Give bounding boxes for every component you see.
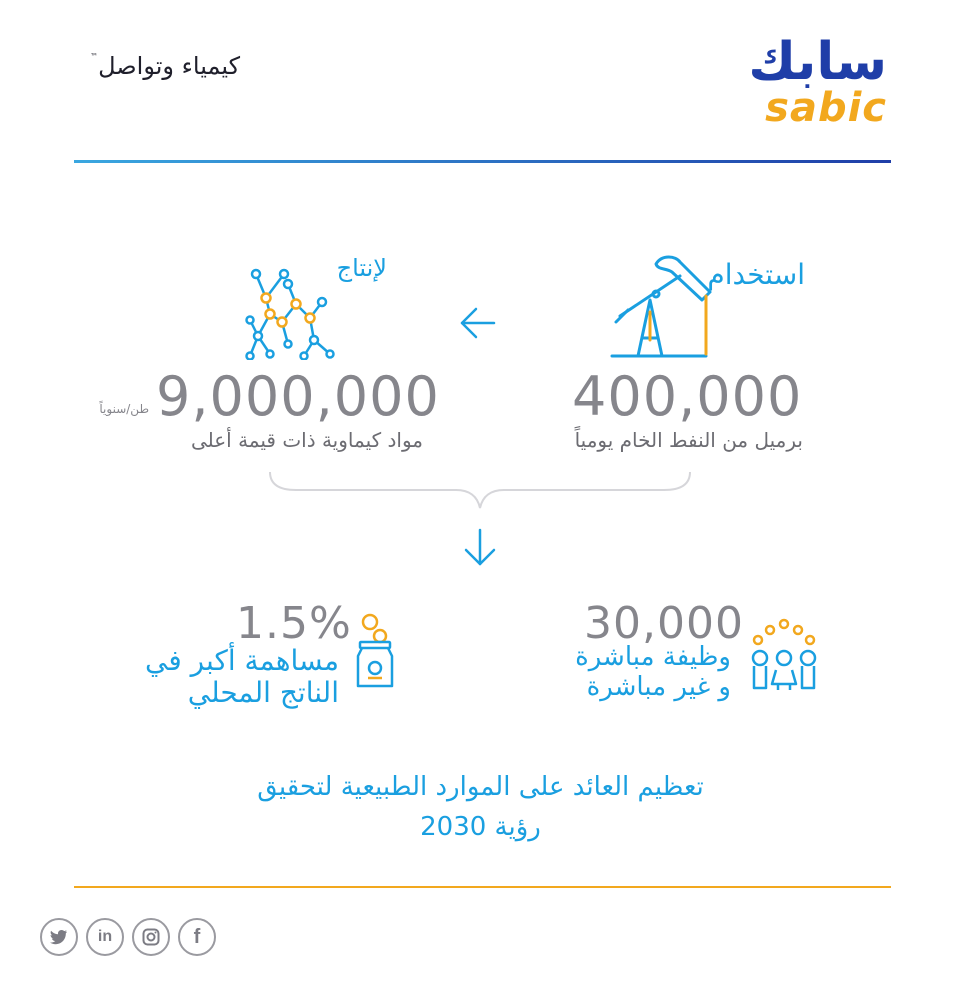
top-divider [74, 160, 891, 163]
facebook-icon: f [193, 925, 201, 948]
coin-jar-icon [352, 612, 398, 690]
vision-line2: رؤية 2030 [420, 812, 541, 842]
molecule-icon [244, 264, 336, 360]
oil-value: 400,000 [572, 365, 803, 428]
chemicals-caption: مواد كيماوية ذات قيمة أعلى [190, 428, 423, 452]
merge-brace [268, 468, 692, 512]
instagram-button[interactable] [132, 918, 170, 956]
gdp-value: 1.5% [236, 598, 352, 649]
gdp-line2: الناتج المحلي [187, 676, 339, 709]
chemicals-unit: طن/سنوياً [99, 402, 149, 416]
tagline [90, 52, 240, 80]
bottom-divider [74, 886, 891, 888]
linkedin-icon: in [97, 928, 113, 945]
trademark-mark: ™ [90, 52, 99, 61]
tagline-text: كيمياء وتواصل [98, 52, 240, 80]
twitter-button[interactable] [40, 918, 78, 956]
oil-pump-icon [606, 252, 722, 362]
sabic-logo-english: sabic [765, 85, 887, 131]
oil-label: استخدام [707, 258, 805, 291]
sabic-logo-arabic: سابك [748, 32, 887, 92]
twitter-icon [50, 929, 68, 945]
chemicals-value: 9,000,000 [156, 365, 440, 428]
chemicals-label: لإنتاج [336, 254, 387, 282]
arrow-left-icon [458, 306, 498, 340]
jobs-line2: و غير مباشرة [586, 672, 731, 702]
people-icon [746, 618, 822, 692]
arrow-down-icon [462, 528, 498, 568]
oil-caption: برميل من النفط الخام يومياً [574, 428, 803, 452]
instagram-icon [142, 928, 160, 946]
facebook-button[interactable] [178, 918, 216, 956]
vision-line1: تعظيم العائد على الموارد الطبيعية لتحقيق [257, 772, 704, 802]
gdp-line1: مساهمة أكبر في [144, 644, 339, 677]
jobs-line1: وظيفة مباشرة [575, 642, 731, 672]
linkedin-button[interactable] [86, 918, 124, 956]
jobs-value: 30,000 [584, 598, 744, 649]
